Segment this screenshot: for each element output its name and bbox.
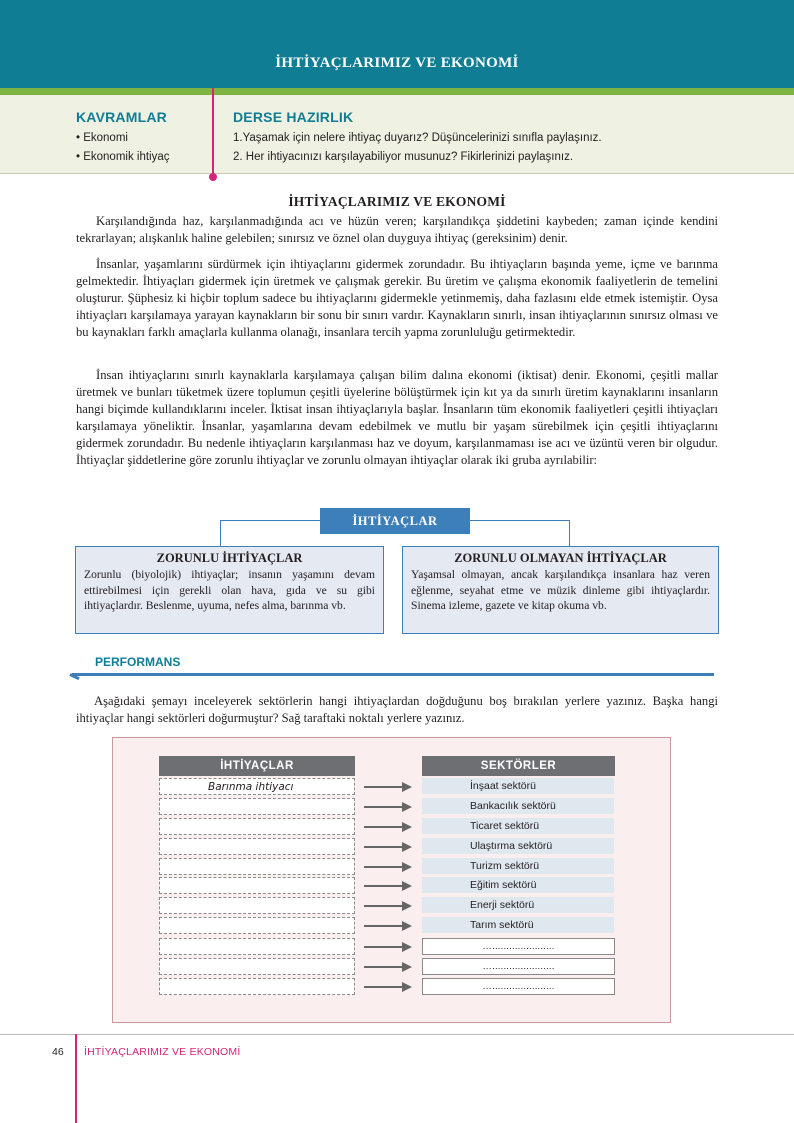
derse-hazirlik-heading: DERSE HAZIRLIK bbox=[233, 109, 354, 125]
divider-dot bbox=[209, 173, 217, 181]
non-mandatory-needs-title: ZORUNLU OLMAYAN İHTİYAÇLAR bbox=[454, 551, 667, 565]
sector-input-box[interactable]: …...................... bbox=[422, 938, 615, 955]
need-input-box[interactable] bbox=[159, 877, 355, 894]
need-input-box[interactable] bbox=[159, 858, 355, 875]
sector-input-box[interactable]: …...................... bbox=[422, 958, 615, 975]
arrow-right-icon bbox=[364, 781, 412, 793]
arrow-right-icon bbox=[364, 961, 412, 973]
sector-item: İnşaat sektörü bbox=[422, 778, 614, 794]
question-item: 1.Yaşamak için nelere ihtiyaç duyarız? Düşüncelerinizi sınıfla paylaşınız. bbox=[233, 132, 602, 144]
sector-item: Eğitim sektörü bbox=[422, 877, 614, 893]
need-input-box[interactable] bbox=[159, 838, 355, 855]
page-number: 46 bbox=[52, 1046, 64, 1058]
non-mandatory-needs-box bbox=[402, 546, 719, 634]
performans-rule bbox=[72, 673, 714, 676]
sector-item: Ticaret sektörü bbox=[422, 818, 614, 834]
need-input-box[interactable] bbox=[159, 917, 355, 934]
divider-line bbox=[212, 88, 214, 178]
mandatory-needs-text: Zorunlu (biyolojik) ihtiyaçlar; insanın yaşamını devam ettirebilmesi için gerekli olan hava, gıda ve su gibi ihtiyaçlardır. Beslenme, uyuma, nefes alma, barınma vb. bbox=[84, 568, 375, 612]
need-input-box[interactable] bbox=[159, 897, 355, 914]
sector-item: Enerji sektörü bbox=[422, 897, 614, 913]
kavram-item: • Ekonomik ihtiyaç bbox=[76, 151, 170, 163]
sector-input-box[interactable]: …...................... bbox=[422, 978, 615, 995]
performans-task: Aşağıdaki şemayı inceleyerek sektörlerin hangi ihtiyaçlardan doğduğunu boş bırakılan yerlere yazınız. Başka hangi ihtiyaçlar hangi sektörleri doğurmuştur? Sağ taraftaki noktalı yerlere yazınız. bbox=[76, 694, 718, 725]
need-input-box[interactable] bbox=[159, 938, 355, 955]
connector-line bbox=[220, 520, 320, 521]
mandatory-needs-box bbox=[75, 546, 384, 634]
kavram-item: • Ekonomi bbox=[76, 132, 128, 144]
section-title: İHTİYAÇLARIMIZ VE EKONOMİ bbox=[288, 194, 506, 209]
sector-item: Turizm sektörü bbox=[422, 858, 614, 874]
non-mandatory-needs-text: Yaşamsal olmayan, ancak karşılandıkça insanlara haz veren eğlenme, seyahat etme ve müzik dinleme gibi ihtiyaçlardır. Sinema izleme, gazete ve kitap okuma vb. bbox=[411, 568, 710, 612]
header-accent-line bbox=[0, 88, 794, 95]
connector-line bbox=[220, 520, 221, 547]
footer-title: İHTİYAÇLARIMIZ VE EKONOMİ bbox=[84, 1046, 241, 1058]
mandatory-needs-title: ZORUNLU İHTİYAÇLAR bbox=[156, 551, 303, 565]
paragraph: İnsanlar, yaşamlarını sürdürmek için ihtiyaçlarını gidermek zorundadır. Bu ihtiyaçların başında yeme, içme ve barınma gelmektedir. İhtiyaçları gidermek için üretmek ve çalışmak gerekir. Bu üretim ve çalışma ekonomik faaliyetlerin de temelini oluşturur. Şüphesiz ki hiçbir toplum sadece bu ihtiyaçlarını gidermekle yetinmemiş, daha fazlasını elde etmek istemiştir. Oysa ihtiyaçları karşılamaya yarayan kaynakların bir sonu bir sınırı vardır. Kaynakların sınırlı, insan ihtiyaçlarının sınırsız olması ve bu kaynakları farklı amaçlarla kullanma olanağı, insanlara tercih yapma zorunluluğu getirmektedir. bbox=[76, 257, 718, 339]
connector-line bbox=[569, 520, 570, 547]
question-item: 2. Her ihtiyacınızı karşılayabiliyor musunuz? Fikirlerinizi paylaşınız. bbox=[233, 151, 574, 163]
arrow-right-icon bbox=[364, 861, 412, 873]
arrow-right-icon bbox=[364, 841, 412, 853]
paragraph: İnsan ihtiyaçlarını sınırlı kaynaklarla karşılamaya çalışan bilim dalına ekonomi (iktisat) denir. Ekonomi, çeşitli mallar üretmek ve bunları tüketmek üzere toplumun çeşitli üyelerine bölüştürmek için kıt ya da sınırlı üretim kaynaklarını insanların hangi biçimde kullandıklarını inceler. İktisat insan ihtiyaçlarıyla başlar. İnsanların tüm ekonomik faaliyetleri çeşitli ihtiyaçları karşılamaya yöneliktir. İnsanlar, yaşamlarına devam edebilmek ve mutlu bir yaşam sürebilmek için çeşitli ihtiyaçlarını gidermek zorundadır. Bu nedenle ihtiyaçların karşılanması haz ve doyum, karşılanmaması ise acı ve üzüntü veren bir olgudur. İhtiyaçlar şiddetlerine göre zorunlu ihtiyaçlar ve zorunlu olmayan ihtiyaçlar olarak iki gruba ayrılabilir: bbox=[76, 368, 718, 467]
unit-title: İHTİYAÇLARIMIZ VE EKONOMİ bbox=[275, 55, 519, 71]
need-text: Barınma ihtiyacı bbox=[208, 781, 294, 793]
arrow-right-icon bbox=[364, 801, 412, 813]
arrow-right-icon bbox=[364, 900, 412, 912]
header-band bbox=[0, 0, 794, 88]
sector-item: Bankacılık sektörü bbox=[422, 798, 614, 814]
sector-item: Ulaştırma sektörü bbox=[422, 838, 614, 854]
kavramlar-heading: KAVRAMLAR bbox=[76, 109, 167, 125]
need-input-box[interactable] bbox=[159, 818, 355, 835]
performans-label: PERFORMANS bbox=[95, 655, 181, 669]
footer-rule bbox=[0, 1034, 794, 1035]
kavramlar-block bbox=[76, 109, 170, 167]
arrow-right-icon bbox=[364, 821, 412, 833]
paragraph: Karşılandığında haz, karşılanmadığında acı ve hüzün veren; karşılandıkça şiddetini kaybeden; zaman içinde kendini tekrarlayan; alışkanlık haline gelebilen; sınırsız ve öznel olan duyguya ihtiyaç (gereksinim) denir. bbox=[76, 214, 718, 245]
needs-column-header: İHTİYAÇLAR bbox=[159, 756, 355, 776]
need-input-box[interactable] bbox=[159, 978, 355, 995]
sectors-column-header: SEKTÖRLER bbox=[422, 756, 615, 776]
arrow-right-icon bbox=[364, 920, 412, 932]
need-input-box[interactable] bbox=[159, 958, 355, 975]
need-input-box[interactable] bbox=[159, 798, 355, 815]
lesson-prep-band bbox=[0, 95, 794, 174]
arrow-right-icon bbox=[364, 941, 412, 953]
needs-center-box: İHTİYAÇLAR bbox=[320, 508, 470, 534]
connector-line bbox=[470, 520, 570, 521]
sector-item: Tarım sektörü bbox=[422, 917, 614, 933]
derse-hazirlik-block bbox=[233, 109, 602, 167]
need-input-box[interactable] bbox=[159, 778, 355, 795]
arrow-right-icon bbox=[364, 880, 412, 892]
arrow-right-icon bbox=[364, 981, 412, 993]
footer-divider bbox=[75, 1034, 77, 1123]
